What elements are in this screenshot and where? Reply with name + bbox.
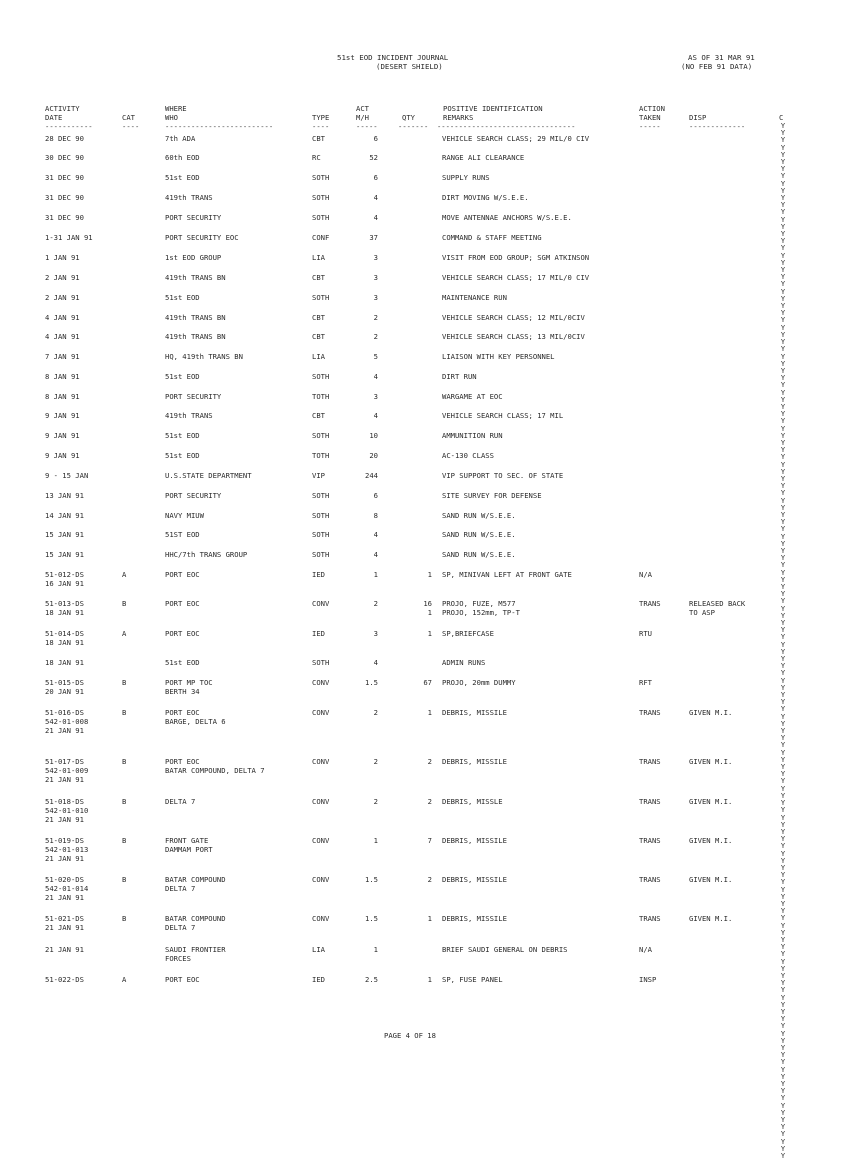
- cell-qty: 2: [427, 797, 432, 806]
- cell-date: 21 JAN 91: [45, 945, 84, 954]
- cell-date: 30 DEC 90: [45, 153, 84, 162]
- table-row: [0, 332, 850, 341]
- col-cat: CAT: [122, 113, 135, 122]
- cell-date: 31 DEC 90: [45, 193, 84, 202]
- table-row: [0, 431, 850, 440]
- table-row: [0, 570, 850, 588]
- cell-who: 51st EOD: [165, 293, 200, 302]
- cell-who: HQ, 419th TRANS BN: [165, 352, 243, 361]
- cell-mh: 1.5: [365, 875, 378, 884]
- cell-mh: 244: [365, 471, 378, 480]
- cell-cat: B: [122, 875, 127, 884]
- cell-date: 7 JAN 91: [45, 352, 80, 361]
- cell-type: LIA: [312, 945, 325, 954]
- cell-disp: GIVEN M.I.: [689, 708, 733, 717]
- cell-cat: A: [122, 975, 127, 984]
- page-number: PAGE 4 OF 18: [384, 1031, 436, 1040]
- cell-qty: 1: [427, 708, 432, 717]
- cell-date: 1 JAN 91: [45, 253, 80, 262]
- cell-type: CBT: [312, 273, 325, 282]
- cell-mh: 52: [369, 153, 378, 162]
- cell-remarks: MOVE ANTENNAE ANCHORS W/S.E.E.: [442, 213, 572, 222]
- cell-taken: RFT: [639, 678, 652, 687]
- table-row: [0, 658, 850, 667]
- cell-remarks: BRIEF SAUDI GENERAL ON DEBRIS: [442, 945, 568, 954]
- table-row: [0, 757, 850, 784]
- cell-type: SOTH: [312, 372, 330, 381]
- cell-who: 51st EOD: [165, 431, 200, 440]
- cell-remarks: DEBRIS, MISSLE: [442, 797, 503, 806]
- cell-who: NAVY MIUW: [165, 511, 204, 520]
- table-row: [0, 530, 850, 539]
- cell-who: 1st EOD GROUP: [165, 253, 222, 262]
- cell-date: 4 JAN 91: [45, 332, 80, 341]
- cell-mh: 3: [373, 629, 378, 638]
- cell-mh: 3: [373, 392, 378, 401]
- cell-date: 13 JAN 91: [45, 491, 84, 500]
- underline-who: -------------------------: [165, 122, 274, 131]
- cell-remarks: DEBRIS, MISSILE: [442, 708, 507, 717]
- col-qty: QTY: [402, 113, 415, 122]
- cell-date: 14 JAN 91: [45, 511, 84, 520]
- cell-remarks: SP, MINIVAN LEFT AT FRONT GATE: [442, 570, 572, 579]
- cell-type: SOTH: [312, 193, 330, 202]
- cell-type: CONV: [312, 914, 330, 923]
- col-disp: DISP: [689, 113, 707, 122]
- cell-type: CONV: [312, 797, 330, 806]
- underline-mh: -----: [356, 122, 378, 131]
- cell-who: PORT SECURITY: [165, 392, 222, 401]
- table-row: [0, 975, 850, 984]
- cell-date: 51-019-DS 542-01-013 21 JAN 91: [45, 836, 89, 863]
- cell-date: 51-022-DS: [45, 975, 84, 984]
- table-row: [0, 253, 850, 262]
- cell-who: 419th TRANS BN: [165, 313, 226, 322]
- col-date: DATE: [45, 113, 63, 122]
- cell-disp: GIVEN M.I.: [689, 757, 733, 766]
- cell-type: IED: [312, 570, 325, 579]
- cell-remarks: DEBRIS, MISSILE: [442, 757, 507, 766]
- cell-disp: GIVEN M.I.: [689, 836, 733, 845]
- table-row: [0, 599, 850, 617]
- cell-remarks: DIRT MOVING W/S.E.E.: [442, 193, 529, 202]
- cell-who: 419th TRANS BN: [165, 273, 226, 282]
- cell-remarks: ADMIN RUNS: [442, 658, 486, 667]
- cell-disp: RELEASED BACK TO ASP: [689, 599, 746, 617]
- cell-type: LIA: [312, 253, 325, 262]
- cell-qty: 16 1: [423, 599, 432, 617]
- cell-qty: 2: [427, 875, 432, 884]
- cell-qty: 2: [427, 757, 432, 766]
- cell-date: 51-015-DS 20 JAN 91: [45, 678, 84, 696]
- cell-remarks: VEHICLE SEARCH CLASS; 17 MIL/0 CIV: [442, 273, 590, 282]
- cell-who: 51st EOD: [165, 173, 200, 182]
- cell-mh: 2.5: [365, 975, 378, 984]
- cell-date: 9 JAN 91: [45, 451, 80, 460]
- cell-cat: B: [122, 757, 127, 766]
- table-row: [0, 411, 850, 420]
- cell-who: PORT EOC: [165, 570, 200, 579]
- c-column-marks: Y Y Y Y Y Y Y Y Y Y Y Y Y Y Y Y Y Y Y Y Y Y Y Y Y Y Y Y Y Y Y Y Y Y Y Y Y Y Y Y Y Y Y Y Y Y Y Y Y Y Y Y Y Y Y Y Y Y Y Y Y Y Y Y Y Y Y Y Y Y Y Y Y Y Y Y Y Y Y Y Y Y Y Y Y Y Y Y Y Y Y Y Y Y Y Y Y Y Y Y Y Y Y Y Y Y Y Y Y Y Y Y Y Y Y Y Y Y Y Y Y Y Y Y Y Y Y Y Y Y Y Y Y Y Y Y Y Y Y Y Y Y Y Y: [780, 122, 786, 1160]
- cell-type: SOTH: [312, 550, 330, 559]
- cell-who: PORT EOC BATAR COMPOUND, DELTA 7: [165, 757, 265, 775]
- cell-date: 51-014-DS 18 JAN 91: [45, 629, 84, 647]
- cell-type: SOTH: [312, 431, 330, 440]
- cell-remarks: VISIT FROM EOD GROUP; SGM ATKINSON: [442, 253, 590, 262]
- cell-mh: 3: [373, 253, 378, 262]
- col-act: ACT: [356, 104, 369, 113]
- cell-who: FRONT GATE DAMMAM PORT: [165, 836, 213, 854]
- cell-mh: 4: [373, 658, 378, 667]
- col-who: WHO: [165, 113, 178, 122]
- cell-type: TOTH: [312, 392, 330, 401]
- cell-who: PORT EOC BARGE, DELTA 6: [165, 708, 226, 726]
- table-row: [0, 273, 850, 282]
- cell-date: 15 JAN 91: [45, 530, 84, 539]
- table-row: [0, 173, 850, 182]
- cell-mh: 2: [373, 757, 378, 766]
- cell-mh: 4: [373, 530, 378, 539]
- cell-remarks: SUPPLY RUNS: [442, 173, 490, 182]
- col-c: C: [779, 113, 784, 122]
- cell-cat: B: [122, 678, 127, 687]
- cell-mh: 5: [373, 352, 378, 361]
- cell-type: CBT: [312, 313, 325, 322]
- as-of-date: AS OF 31 MAR 91: [688, 53, 755, 62]
- cell-type: SOTH: [312, 173, 330, 182]
- cell-remarks: AMMUNITION RUN: [442, 431, 503, 440]
- cell-mh: 4: [373, 550, 378, 559]
- cell-date: 2 JAN 91: [45, 273, 80, 282]
- table-row: [0, 293, 850, 302]
- table-row: [0, 313, 850, 322]
- cell-mh: 8: [373, 511, 378, 520]
- cell-date: 51-021-DS 21 JAN 91: [45, 914, 84, 932]
- cell-remarks: SAND RUN W/S.E.E.: [442, 511, 516, 520]
- cell-mh: 4: [373, 193, 378, 202]
- table-row: [0, 945, 850, 963]
- cell-taken: N/A: [639, 570, 652, 579]
- cell-date: 9 JAN 91: [45, 431, 80, 440]
- cell-disp: GIVEN M.I.: [689, 797, 733, 806]
- underline-taken: -----: [639, 122, 661, 131]
- cell-type: LIA: [312, 352, 325, 361]
- cell-type: SOTH: [312, 658, 330, 667]
- cell-mh: 10: [369, 431, 378, 440]
- cell-remarks: PROJO, FUZE, M577 PROJO, 152mm, TP-T: [442, 599, 520, 617]
- table-row: [0, 392, 850, 401]
- cell-who: PORT EOC: [165, 975, 200, 984]
- cell-taken: TRANS: [639, 875, 661, 884]
- cell-date: 18 JAN 91: [45, 658, 84, 667]
- cell-remarks: LIAISON WITH KEY PERSONNEL: [442, 352, 555, 361]
- col-action: ACTION: [639, 104, 665, 113]
- table-row: [0, 352, 850, 361]
- cell-who: 60th EOD: [165, 153, 200, 162]
- cell-mh: 1.5: [365, 678, 378, 687]
- cell-type: IED: [312, 975, 325, 984]
- cell-qty: 67: [423, 678, 432, 687]
- cell-mh: 6: [373, 173, 378, 182]
- cell-mh: 2: [373, 313, 378, 322]
- cell-who: 51st EOD: [165, 372, 200, 381]
- cell-remarks: VEHICLE SEARCH CLASS; 12 MIL/0CIV: [442, 313, 585, 322]
- cell-who: PORT SECURITY EOC: [165, 233, 239, 242]
- table-row: [0, 629, 850, 647]
- cell-who: 419th TRANS: [165, 193, 213, 202]
- cell-mh: 1: [373, 945, 378, 954]
- cell-cat: B: [122, 797, 127, 806]
- cell-date: 2 JAN 91: [45, 293, 80, 302]
- cell-remarks: SAND RUN W/S.E.E.: [442, 550, 516, 559]
- cell-remarks: PROJO, 20mm DUMMY: [442, 678, 516, 687]
- cell-mh: 20: [369, 451, 378, 460]
- cell-mh: 1: [373, 836, 378, 845]
- cell-type: CONV: [312, 757, 330, 766]
- cell-qty: 7: [427, 836, 432, 845]
- cell-taken: RTU: [639, 629, 652, 638]
- col-remarks: REMARKS: [443, 113, 474, 122]
- cell-who: PORT MP TOC BERTH 34: [165, 678, 213, 696]
- table-row: [0, 914, 850, 932]
- cell-remarks: SP,BRIEFCASE: [442, 629, 494, 638]
- cell-mh: 37: [369, 233, 378, 242]
- table-row: [0, 708, 850, 735]
- cell-date: 9 - 15 JAN: [45, 471, 89, 480]
- cell-remarks: DIRT RUN: [442, 372, 477, 381]
- cell-date: 51-020-DS 542-01-014 21 JAN 91: [45, 875, 89, 902]
- cell-cat: A: [122, 570, 127, 579]
- cell-date: 28 DEC 90: [45, 134, 84, 143]
- cell-qty: 1: [427, 570, 432, 579]
- cell-mh: 1: [373, 570, 378, 579]
- cell-remarks: SP, FUSE PANEL: [442, 975, 503, 984]
- cell-type: RC: [312, 153, 321, 162]
- cell-remarks: VIP SUPPORT TO SEC. OF STATE: [442, 471, 564, 480]
- cell-type: SOTH: [312, 530, 330, 539]
- cell-type: CONV: [312, 678, 330, 687]
- cell-mh: 2: [373, 599, 378, 608]
- cell-who: PORT SECURITY: [165, 491, 222, 500]
- cell-remarks: MAINTENANCE RUN: [442, 293, 507, 302]
- cell-remarks: SITE SURVEY FOR DEFENSE: [442, 491, 542, 500]
- cell-remarks: DEBRIS, MISSILE: [442, 914, 507, 923]
- underline-disp: -------------: [689, 122, 746, 131]
- cell-taken: TRANS: [639, 599, 661, 608]
- cell-type: IED: [312, 629, 325, 638]
- cell-type: CBT: [312, 411, 325, 420]
- cell-taken: INSP: [639, 975, 657, 984]
- table-row: [0, 550, 850, 559]
- cell-remarks: AC-130 CLASS: [442, 451, 494, 460]
- table-row: [0, 797, 850, 824]
- cell-who: BATAR COMPOUND DELTA 7: [165, 914, 226, 932]
- cell-disp: GIVEN M.I.: [689, 875, 733, 884]
- cell-taken: N/A: [639, 945, 652, 954]
- cell-type: CBT: [312, 332, 325, 341]
- cell-mh: 4: [373, 372, 378, 381]
- cell-mh: 2: [373, 332, 378, 341]
- col-where: WHERE: [165, 104, 187, 113]
- cell-remarks: COMMAND & STAFF MEETING: [442, 233, 542, 242]
- col-taken: TAKEN: [639, 113, 661, 122]
- cell-taken: TRANS: [639, 708, 661, 717]
- table-row: [0, 836, 850, 863]
- cell-taken: TRANS: [639, 757, 661, 766]
- col-positive-id: POSITIVE IDENTIFICATION: [443, 104, 543, 113]
- cell-taken: TRANS: [639, 797, 661, 806]
- table-row: [0, 491, 850, 500]
- cell-type: VIP: [312, 471, 325, 480]
- cell-date: 4 JAN 91: [45, 313, 80, 322]
- underline-date: -----------: [45, 122, 93, 131]
- cell-remarks: WARGAME AT EOC: [442, 392, 503, 401]
- cell-remarks: VEHICLE SEARCH CLASS; 13 MIL/0CIV: [442, 332, 585, 341]
- table-row: [0, 451, 850, 460]
- cell-type: CONF: [312, 233, 330, 242]
- cell-type: SOTH: [312, 511, 330, 520]
- cell-type: CONV: [312, 836, 330, 845]
- cell-qty: 1: [427, 975, 432, 984]
- cell-date: 15 JAN 91: [45, 550, 84, 559]
- table-row: [0, 511, 850, 520]
- cell-remarks: VEHICLE SEARCH CLASS; 17 MIL: [442, 411, 564, 420]
- cell-cat: B: [122, 836, 127, 845]
- table-row: [0, 153, 850, 162]
- cell-who: 7th ADA: [165, 134, 196, 143]
- cell-who: 419th TRANS: [165, 411, 213, 420]
- cell-cat: B: [122, 708, 127, 717]
- cell-mh: 4: [373, 411, 378, 420]
- cell-type: CONV: [312, 875, 330, 884]
- cell-who: BATAR COMPOUND DELTA 7: [165, 875, 226, 893]
- cell-qty: 1: [427, 629, 432, 638]
- underline-remarks: ------- --------------------------------: [398, 122, 576, 131]
- table-row: [0, 875, 850, 902]
- cell-date: 51-018-DS 542-01-010 21 JAN 91: [45, 797, 89, 824]
- journal-subtitle: (DESERT SHIELD): [376, 62, 443, 71]
- cell-date: 51-017-DS 542-01-009 21 JAN 91: [45, 757, 89, 784]
- cell-who: 51st EOD: [165, 451, 200, 460]
- cell-type: SOTH: [312, 213, 330, 222]
- cell-cat: B: [122, 914, 127, 923]
- cell-who: 51st EOD: [165, 658, 200, 667]
- cell-who: U.S.STATE DEPARTMENT: [165, 471, 252, 480]
- underline-cat: ----: [122, 122, 140, 131]
- cell-remarks: SAND RUN W/S.E.E.: [442, 530, 516, 539]
- cell-mh: 3: [373, 273, 378, 282]
- cell-disp: GIVEN M.I.: [689, 914, 733, 923]
- cell-mh: 1.5: [365, 914, 378, 923]
- table-row: [0, 233, 850, 242]
- cell-cat: B: [122, 599, 127, 608]
- cell-mh: 2: [373, 708, 378, 717]
- cell-remarks: DEBRIS, MISSILE: [442, 875, 507, 884]
- cell-who: 51ST EOD: [165, 530, 200, 539]
- cell-remarks: RANGE ALI CLEARANCE: [442, 153, 525, 162]
- table-row: [0, 213, 850, 222]
- cell-taken: TRANS: [639, 914, 661, 923]
- cell-mh: 6: [373, 134, 378, 143]
- table-row: [0, 471, 850, 480]
- table-row: [0, 193, 850, 202]
- cell-type: CONV: [312, 599, 330, 608]
- cell-mh: 3: [373, 293, 378, 302]
- cell-date: 51-016-DS 542-01-008 21 JAN 91: [45, 708, 89, 735]
- journal-title: 51st EOD INCIDENT JOURNAL: [337, 53, 449, 62]
- cell-qty: 1: [427, 914, 432, 923]
- cell-date: 8 JAN 91: [45, 372, 80, 381]
- cell-who: SAUDI FRONTIER FORCES: [165, 945, 226, 963]
- cell-taken: TRANS: [639, 836, 661, 845]
- cell-date: 51-012-DS 16 JAN 91: [45, 570, 84, 588]
- underline-type: ----: [312, 122, 330, 131]
- cell-type: CONV: [312, 708, 330, 717]
- cell-date: 8 JAN 91: [45, 392, 80, 401]
- col-activity: ACTIVITY: [45, 104, 80, 113]
- cell-mh: 4: [373, 213, 378, 222]
- cell-who: PORT EOC: [165, 599, 200, 608]
- cell-date: 51-013-DS 18 JAN 91: [45, 599, 84, 617]
- cell-date: 9 JAN 91: [45, 411, 80, 420]
- cell-who: PORT SECURITY: [165, 213, 222, 222]
- cell-mh: 2: [373, 797, 378, 806]
- cell-who: PORT EOC: [165, 629, 200, 638]
- cell-type: CBT: [312, 134, 325, 143]
- cell-date: 31 DEC 90: [45, 213, 84, 222]
- table-row: [0, 678, 850, 696]
- cell-cat: A: [122, 629, 127, 638]
- col-type: TYPE: [312, 113, 330, 122]
- col-mh: M/H: [356, 113, 369, 122]
- cell-type: SOTH: [312, 293, 330, 302]
- cell-who: HHC/7th TRANS GROUP: [165, 550, 248, 559]
- cell-mh: 6: [373, 491, 378, 500]
- cell-remarks: VEHICLE SEARCH CLASS; 29 MIL/0 CIV: [442, 134, 590, 143]
- cell-date: 31 DEC 90: [45, 173, 84, 182]
- table-row: [0, 134, 850, 143]
- cell-type: TOTH: [312, 451, 330, 460]
- cell-who: 419th TRANS BN: [165, 332, 226, 341]
- no-feb-note: (NO FEB 91 DATA): [681, 62, 753, 71]
- table-row: [0, 372, 850, 381]
- cell-who: DELTA 7: [165, 797, 196, 806]
- cell-date: 1-31 JAN 91: [45, 233, 93, 242]
- cell-type: SOTH: [312, 491, 330, 500]
- cell-remarks: DEBRIS, MISSILE: [442, 836, 507, 845]
